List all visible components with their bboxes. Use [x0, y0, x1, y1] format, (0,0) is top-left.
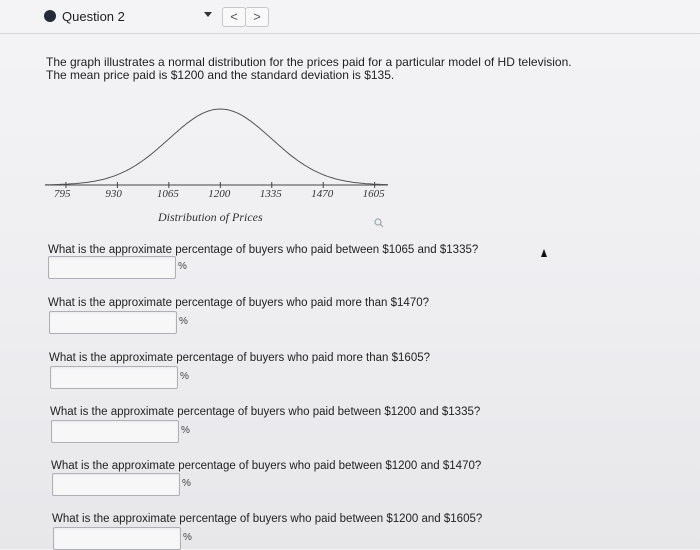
x-tick-label-1335: 1335 [259, 188, 282, 200]
question-text-5: What is the approximate percentage of buyers who paid between $1200 and $1470? [51, 460, 482, 472]
question-text-4: What is the approximate percentage of buyers who paid between $1200 and $1335? [50, 406, 481, 418]
previous-question-button[interactable]: < [222, 7, 246, 27]
question-intro [46, 56, 572, 82]
question-text-2: What is the approximate percentage of buyers who paid more than $1470? [48, 297, 430, 309]
x-tick-label-1200: 1200 [208, 188, 231, 200]
header-divider [0, 33, 700, 34]
percent-unit-label-2: % [179, 316, 188, 327]
answer-input-1[interactable] [48, 256, 176, 279]
question-text-3: What is the approximate percentage of buyers who paid more than $1605? [49, 352, 431, 364]
question-text-1: What is the approximate percentage of buyers who paid between $1065 and $1335? [48, 244, 479, 256]
answer-input-6[interactable] [53, 527, 181, 550]
intro-line-2: The mean price paid is $1200 and the standard deviation is $135. [46, 68, 395, 82]
question-title: Question 2 [62, 9, 125, 24]
answer-input-4[interactable] [51, 420, 179, 443]
percent-unit-label-6: % [183, 532, 192, 543]
x-tick-label-795: 795 [53, 188, 71, 200]
question-header [0, 0, 700, 34]
x-tick-label-1065: 1065 [156, 188, 179, 200]
question-text-6: What is the approximate percentage of buyers who paid between $1200 and $1605? [52, 513, 483, 525]
next-question-button[interactable]: > [245, 7, 269, 27]
normal-curve-series [45, 109, 388, 185]
answer-input-3[interactable] [50, 366, 178, 389]
x-tick-label-930: 930 [105, 188, 122, 200]
answer-input-5[interactable] [52, 473, 180, 496]
percent-unit-label-4: % [181, 425, 190, 436]
answer-input-2[interactable] [49, 311, 177, 334]
intro-line-1: The graph illustrates a normal distribution for the prices paid for a particular model of HD television. [46, 55, 572, 69]
search-icon [374, 218, 384, 228]
percent-unit-label-1: % [178, 261, 187, 272]
x-tick-label-1470: 1470 [311, 188, 334, 200]
chart-x-axis-label: Distribution of Prices [158, 210, 263, 224]
mouse-cursor-icon [541, 249, 547, 257]
percent-unit-label-3: % [180, 371, 189, 382]
normal-distribution-graph [30, 100, 410, 230]
caret-down-icon[interactable] [204, 12, 212, 17]
x-tick-label-1605: 1605 [362, 188, 385, 200]
question-status-dot [44, 10, 56, 22]
percent-unit-label-5: % [182, 478, 191, 489]
